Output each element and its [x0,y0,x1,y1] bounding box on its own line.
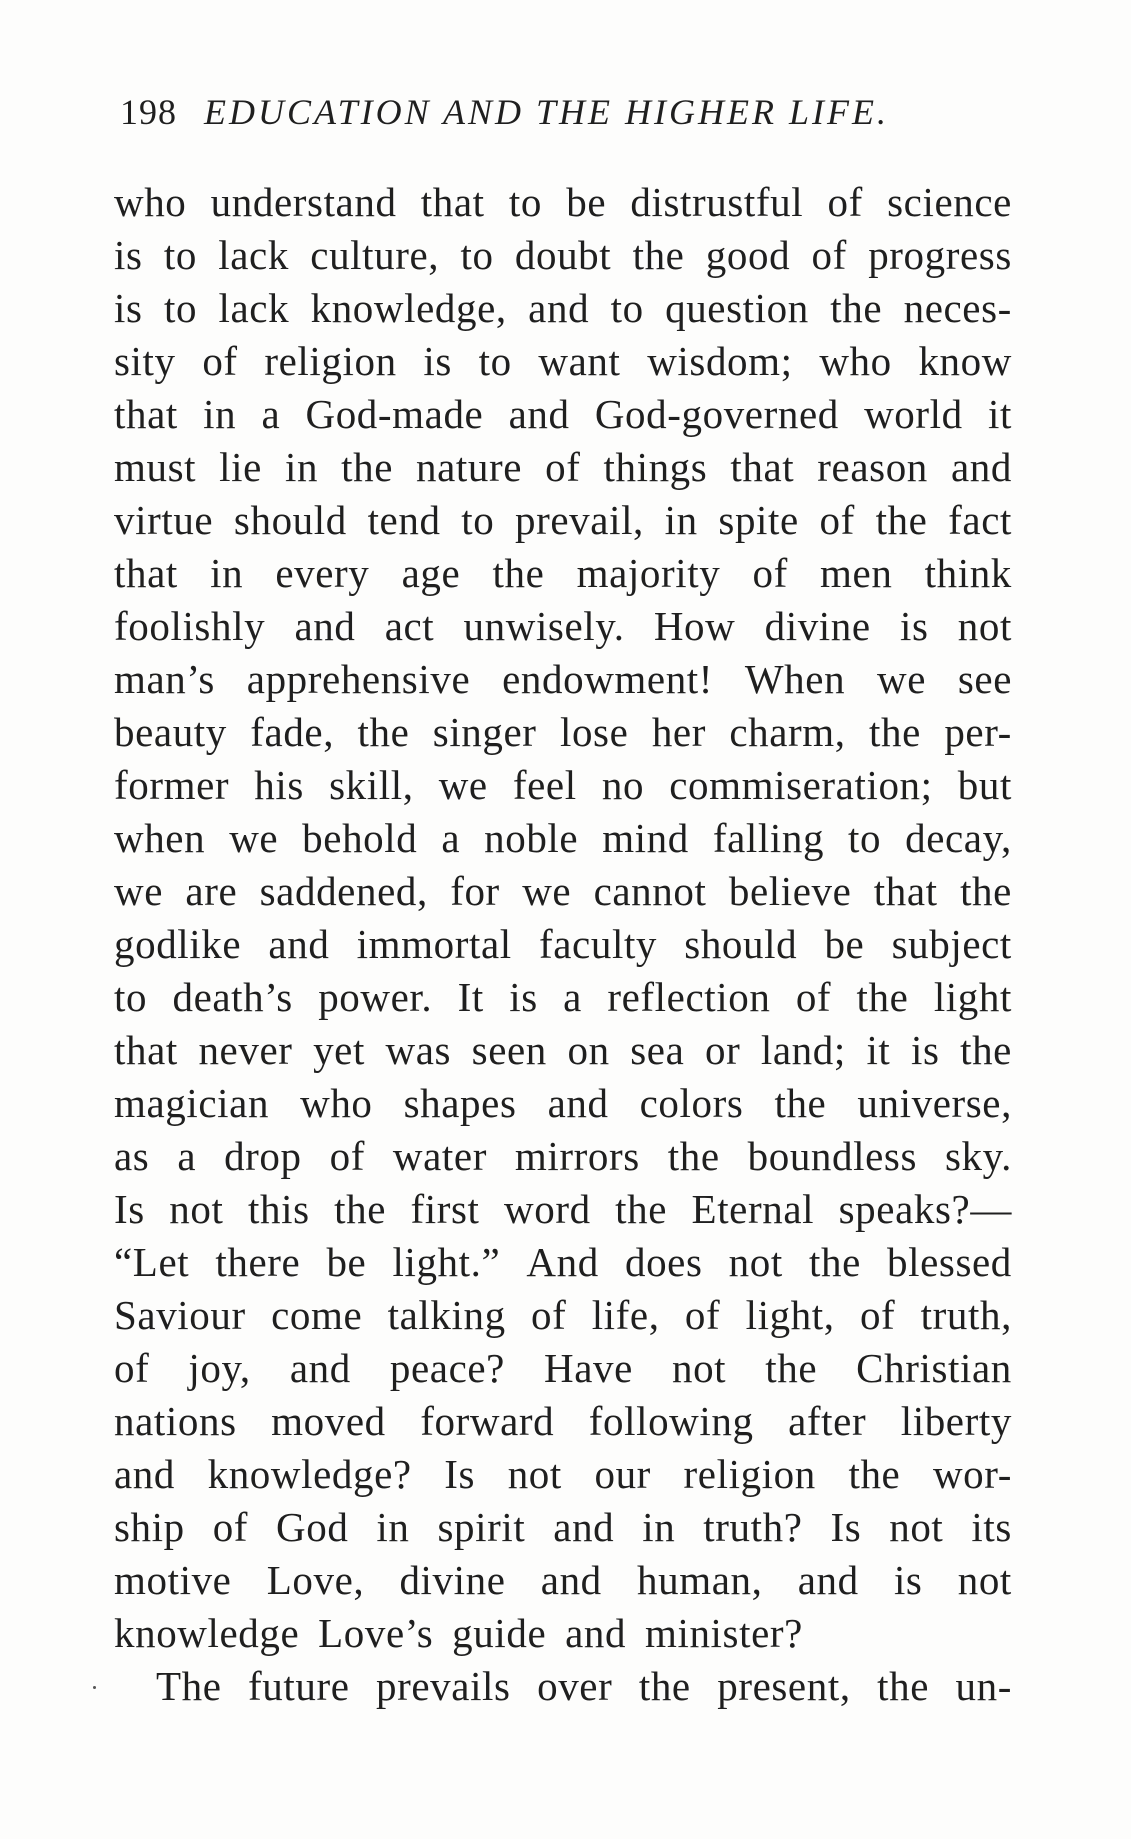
paragraph-start-line [114,1660,1012,1713]
word: land; [760,1027,846,1073]
word: foolishly [114,603,266,649]
word: who [300,1080,373,1126]
word: the [830,285,883,331]
word: of [114,1345,150,1391]
word: skill, [329,762,414,808]
word: faculty [539,921,658,967]
word: “Let [114,1239,190,1285]
word: science [887,179,1012,225]
word: decay, [905,815,1012,861]
word: or [704,1027,741,1073]
word: power. [318,974,433,1020]
word: prevail, [515,497,644,543]
word: is [899,603,929,649]
word: peace? [389,1345,505,1391]
word: understand [210,179,397,225]
word: man’s [114,656,215,702]
word: saddened, [259,868,428,914]
word: is [114,232,143,278]
word: that [420,179,485,225]
text-line [114,1554,1012,1607]
word: the [765,1345,818,1391]
word: of [752,550,788,596]
word: Saviour [114,1292,246,1338]
word: is [509,974,538,1020]
word: of [202,338,238,384]
paragraph-end-line: knowledge Love’s guide and minister? [114,1610,803,1656]
word: of [859,1292,896,1338]
word: nature [416,444,523,490]
word: yet [313,1027,365,1073]
word: Is [830,1504,862,1550]
word: is [114,285,143,331]
word: of [531,1292,567,1338]
word: want [538,338,621,384]
word: not [671,1345,727,1391]
word: over [537,1663,613,1709]
word: of [819,497,855,543]
word: ship [114,1504,185,1550]
word: that [114,1027,178,1073]
text-line [114,653,1012,706]
paper-speck [93,1686,96,1689]
word: for [450,868,500,914]
word: there [215,1239,301,1285]
word: not [957,1557,1012,1603]
text-line [114,600,1012,653]
text-line [114,441,1012,494]
word: How [653,603,736,649]
word: human, [637,1557,763,1603]
word: to [163,232,197,278]
text-line [114,335,1012,388]
word: to [163,285,198,331]
text-line [114,1024,1012,1077]
word: unwisely. [463,603,625,649]
word: doubt [514,232,612,278]
word: be [326,1239,367,1285]
page-number: 198 [120,92,177,132]
word: be [824,921,865,967]
word: seen [471,1027,547,1073]
word: lack [218,285,290,331]
word: the [492,550,545,596]
word: falling [712,815,825,861]
word: and [540,1557,602,1603]
text-line [114,759,1012,812]
word: divine [399,1557,506,1603]
word: reason [817,444,928,490]
word: be [566,179,607,225]
word: see [957,656,1012,702]
word: the [341,444,393,490]
word: colors [639,1080,744,1126]
word: should [684,921,798,967]
word: our [594,1451,651,1497]
word: on [567,1027,610,1073]
word: blessed [887,1239,1012,1285]
text-line [114,1289,1012,1342]
word: immortal [356,921,512,967]
word: in [284,444,319,490]
word: culture, [310,232,440,278]
word: When [744,656,846,702]
word: must [114,444,197,490]
text-line [114,865,1012,918]
word: things [603,444,708,490]
word: majority [576,550,721,596]
word: knowledge, [310,285,507,331]
word: the [667,1133,720,1179]
word: men [820,550,893,596]
word: is [423,338,452,384]
text-line [114,1236,1012,1289]
word: who [114,179,187,225]
word: Is [444,1451,476,1497]
word: come [271,1292,363,1338]
word: death’s [172,974,293,1020]
word: sity [114,338,176,384]
word: that [114,391,178,437]
word: his [254,762,304,808]
word: the [960,1027,1012,1073]
word: that [730,444,795,490]
word: no [601,762,645,808]
word: commiseration; [669,762,933,808]
word: of [795,974,832,1020]
word: word [504,1186,591,1232]
word: believe [728,868,852,914]
text-line [114,1077,1012,1130]
word: not [507,1451,562,1497]
word: former [114,762,230,808]
text-line [114,547,1012,600]
text-line [114,1183,1012,1236]
word: the [808,1239,861,1285]
word: lack [218,232,289,278]
text-line [114,1395,1012,1448]
word: nations [114,1398,237,1444]
word: question [665,285,809,331]
word: to [848,815,882,861]
word: subject [891,921,1012,967]
word: not [169,1186,224,1232]
word: when [114,815,206,861]
text-line [114,706,1012,759]
word: and [508,391,570,437]
word: to [478,338,512,384]
word: good [705,232,791,278]
word: mind [602,815,689,861]
word: to [508,179,543,225]
word: lie [219,444,262,490]
word: that [873,868,938,914]
word: cannot [593,868,707,914]
word: but [957,762,1012,808]
word: the [638,1663,691,1709]
word: life, [591,1292,660,1338]
word: is [910,1027,940,1073]
word: every [275,550,370,596]
word: God [276,1504,349,1550]
word: not [728,1239,783,1285]
word: universe, [857,1080,1012,1126]
word: lose [559,709,629,755]
word: the [615,1186,668,1232]
word: the [334,1186,386,1232]
page-header [120,92,1020,132]
word: not [957,603,1012,649]
word: neces- [903,285,1012,331]
word: religion [264,338,397,384]
word: progress [868,232,1012,278]
word: of [684,1292,721,1338]
word: and [797,1557,859,1603]
word: un- [955,1663,1012,1709]
word: magician [114,1080,270,1126]
word: and [547,1080,609,1126]
word: in [376,1504,410,1550]
text-line [114,1130,1012,1183]
word: of [811,232,847,278]
word: God-made [305,391,484,437]
word: wor- [932,1451,1012,1497]
word: it [866,1027,891,1073]
word: act [384,603,435,649]
word: was [385,1027,452,1073]
word: of [827,179,863,225]
word: know [918,338,1012,384]
word: to [114,974,148,1020]
word: a [261,391,281,437]
word: the [632,232,685,278]
text-line [114,1448,1012,1501]
word: first [410,1186,480,1232]
word: Is [114,1186,145,1232]
word: drop [224,1133,302,1179]
word: a [441,815,461,861]
word: per- [944,709,1012,755]
word: Eternal [691,1186,815,1232]
word: water [392,1133,487,1179]
word: we [114,868,164,914]
word: world [864,391,963,437]
text-line [114,176,1012,229]
text-line [114,971,1012,1024]
text-line [114,812,1012,865]
word: Christian [856,1345,1012,1391]
text-line [114,1501,1012,1554]
word: the [869,709,921,755]
word: divine [764,603,871,649]
word: not [889,1504,944,1550]
word: feel [512,762,577,808]
word: And [526,1239,599,1285]
word: think [924,550,1012,596]
word: in [203,391,237,437]
word: truth, [920,1292,1012,1338]
word: its [971,1504,1012,1550]
word: shapes [403,1080,517,1126]
word: tend [367,497,441,543]
word: present, [717,1663,851,1709]
word: knowledge? [207,1451,412,1497]
word: the [875,497,928,543]
word: and [289,1345,351,1391]
word: charm, [729,709,846,755]
word: Love, [266,1557,365,1603]
word: noble [484,815,579,861]
word: speaks?— [838,1186,1012,1232]
word: boundless [747,1133,918,1179]
word: we [229,815,279,861]
word: and [528,285,590,331]
word: and [950,444,1012,490]
text-line [114,918,1012,971]
word: is [893,1557,923,1603]
word: the [856,974,909,1020]
word: fact [948,497,1012,543]
word: spirit [437,1504,526,1550]
word: wisdom; [647,338,793,384]
word: truth? [703,1504,803,1550]
word: behold [302,815,418,861]
word: are [185,868,238,914]
word: as [114,1133,150,1179]
word: light, [745,1292,835,1338]
word: future [248,1663,350,1709]
word: a [177,1133,197,1179]
word: the [357,709,410,755]
word: we [522,868,572,914]
text-line [114,388,1012,441]
word: and [294,603,356,649]
word: God-governed [594,391,839,437]
word: we [877,656,927,702]
word: liberty [900,1398,1012,1444]
word: motive [114,1557,232,1603]
word: a [563,974,582,1020]
word: to [610,285,644,331]
word: to [461,497,495,543]
text-line [114,282,1012,335]
word: and [268,921,330,967]
word: light.” [392,1239,501,1285]
body-text [114,176,1012,1713]
word: of [212,1504,249,1550]
word: of [545,444,581,490]
word: talking [387,1292,506,1338]
word: of [329,1133,365,1179]
word: the [848,1451,901,1497]
word: joy, [188,1345,251,1391]
word: the [877,1663,930,1709]
word: forward [420,1398,555,1444]
word: after [788,1398,867,1444]
word: in [210,550,244,596]
word: in [642,1504,676,1550]
word: spite [718,497,799,543]
word: following [588,1398,754,1444]
word: It [457,974,484,1020]
word: distrustful [630,179,804,225]
word: to [460,232,494,278]
word: mirrors [514,1133,640,1179]
word: moved [271,1398,386,1444]
word: never [198,1027,293,1073]
word: apprehensive [246,656,471,702]
word: and [114,1451,175,1497]
word: her [651,709,706,755]
word: sky. [944,1133,1012,1179]
word: it [987,391,1012,437]
word: we [438,762,488,808]
word: that [114,550,178,596]
word: virtue [114,497,214,543]
word: prevails [376,1663,511,1709]
word: beauty [114,709,227,755]
word: religion [683,1451,816,1497]
word: in [664,497,698,543]
text-line [114,229,1012,282]
word: sea [630,1027,685,1073]
word: Have [544,1345,633,1391]
word: singer [432,709,537,755]
word: the [774,1080,827,1126]
word: light [933,974,1012,1020]
word: this [247,1186,310,1232]
text-line [114,1342,1012,1395]
text-line [114,494,1012,547]
word: age [401,550,461,596]
word: godlike [114,921,242,967]
word: does [624,1239,703,1285]
running-title: EDUCATION AND THE HIGHER LIFE. [204,92,889,132]
word: reflection [607,974,771,1020]
word: endowment! [502,656,714,702]
word: fade, [250,709,335,755]
word: should [233,497,347,543]
word: The [156,1663,222,1709]
word: who [819,338,892,384]
word: the [960,868,1012,914]
word: and [553,1504,615,1550]
